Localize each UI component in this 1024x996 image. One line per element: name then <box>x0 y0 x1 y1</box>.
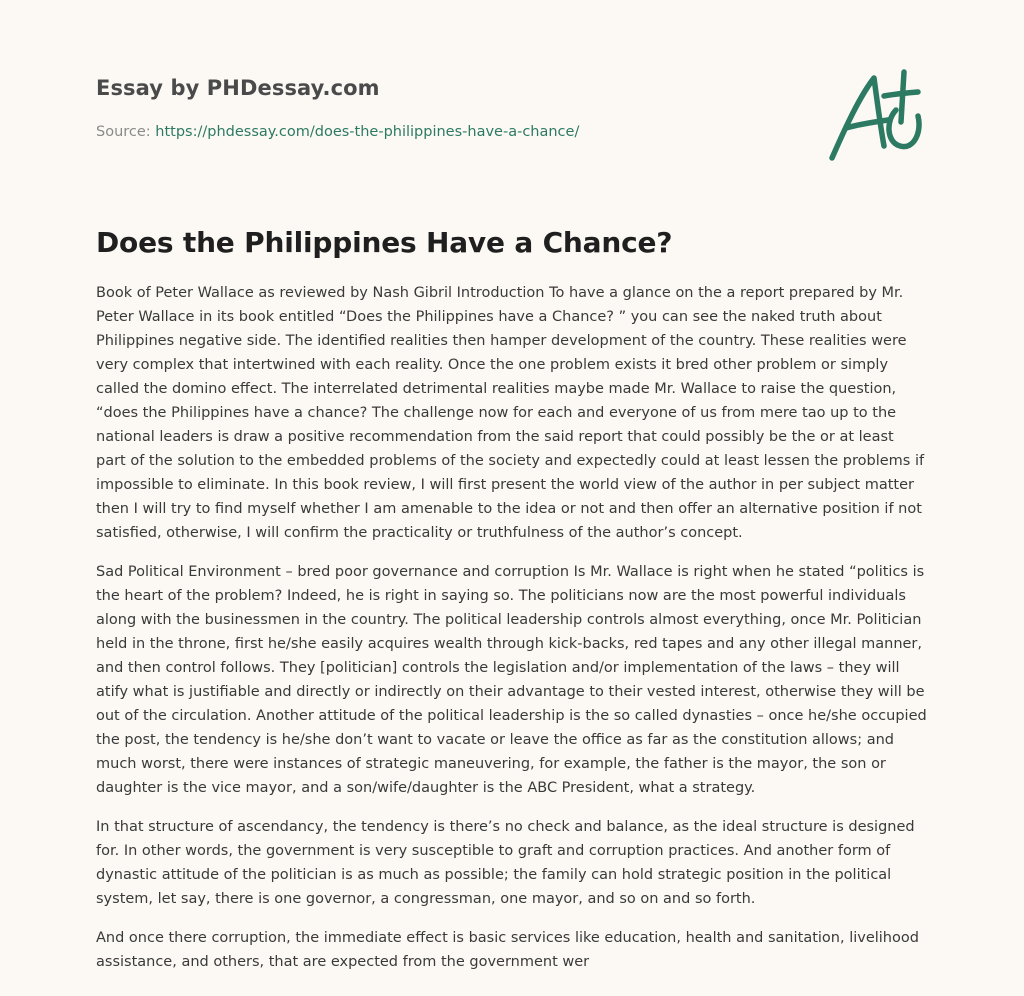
essay-paragraph: Book of Peter Wallace as reviewed by Nash Gibril Introduction To have a glance on the a report prepared by Mr. Peter Wallace in its book entitled “Does the Philippines have a Chance? ” you can see the naked truth about Philippines negative side. The identified realities then hamper development of the country. These realities were very complex that intertwined with each reality. Once the one problem exists it bred other problem or simply called the domino effect. The interrelated detrimental realities maybe made Mr. Wallace to raise the question, “does the Philippines have a chance? The challenge now for each and everyone of us from mere tao up to the national leaders is draw a positive recommendation from the said report that could possibly be the or at least part of the solution to the embedded problems of the society and expectedly could at least lessen the problems if impossible to eliminate. In this book review, I will first present the world view of the author in per subject matter then I will try to find myself whether I am amenable to the idea or not and then offer an alternative position if not satisfied, otherwise, I will confirm the practicality or truthfulness of the author’s concept. <box>96 285 925 541</box>
header <box>96 0 928 178</box>
source-label: Source: <box>96 124 151 140</box>
source-line <box>96 124 579 140</box>
essay-paragraph: And once there corruption, the immediate effect is basic services like education, health and sanitation, livelihood assistance, and others, that are expected from the government wer <box>96 930 919 970</box>
a-plus-logo-icon <box>824 66 930 166</box>
site-title: Essay by PHDessay.com <box>96 76 380 100</box>
essay-paragraph: Sad Political Environment – bred poor governance and corruption Is Mr. Wallace is right when he stated “politics is the heart of the problem? Indeed, he is right in saying so. The politicians now are the most powerful individuals along with the businessmen in the country. The political leadership controls almost everything, once Mr. Politician held in the throne, first he/she easily acquires wealth through kick-backs, red tapes and any other illegal manner, and then control follows. They [politician] controls the legislation and/or implementation of the laws – they will atify what is justifiable and directly or indirectly on their advantage to their vested interest, otherwise they will be out of the circulation. Another attitude of the political leadership is the so called dynasties – once he/she occupied the post, the tendency is he/she don’t want to vacate or leave the office as far as the constitution allows; and much worst, there were instances of strategic maneuvering, for example, the father is the mayor, the son or daughter is the vice mayor, and a son/wife/daughter is the ABC President, what a strategy. <box>96 564 927 796</box>
source-link[interactable]: https://phdessay.com/does-the-philippines-have-a-chance/ <box>155 124 580 140</box>
essay-paragraph: In that structure of ascendancy, the tendency is there’s no check and balance, as the ideal structure is designed for. In other words, the government is very susceptible to graft and corruption practices. And another form of dynastic attitude of the politician is as much as possible; the family can hold strategic position in the political system, let say, there is one governor, a congressman, one mayor, and so on and so forth. <box>96 819 915 907</box>
essay-body <box>96 281 928 974</box>
essay-title: Does the Philippines Have a Chance? <box>96 226 673 259</box>
